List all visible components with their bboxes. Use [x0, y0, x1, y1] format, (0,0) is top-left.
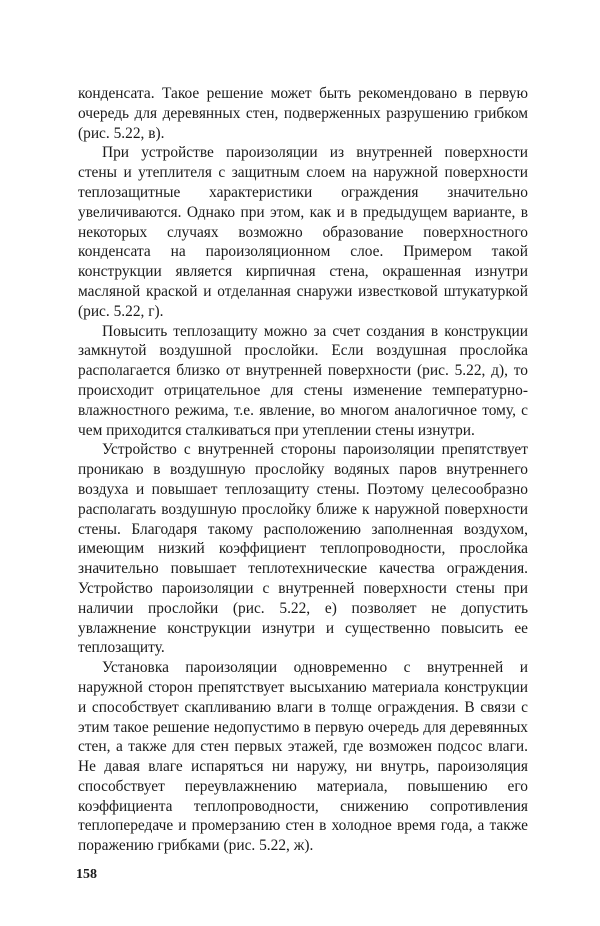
paragraph-1: конденсата. Такое решение может быть рекомендовано в первую очередь для деревянных стен, подверженных разрушению грибком (рис. 5.22, в).	[78, 85, 528, 142]
page-number: 158	[76, 867, 97, 882]
paragraph-4: Устройство с внутренней стороны пароизоляции препятствует проникаю в воздушную прослойку водяных паров внутреннего воздуха и повышает теплозащиту стены. Поэтому целесообразно располагать воздушную прослойку ближе к наружной поверхности стены. Благодаря такому расположению заполненная воздухом, имеющим низкий коэффициент теплопроводности, прослойка значительно повышает теплотехнические качества ограждения. Устройство пароизоляции с внутренней поверхности стены при наличии прослойки (рис. 5.22, е) позволяет не допустить увлажнение конструкции изнутри и существенно повысить ее теплозащиту.	[78, 441, 528, 657]
paragraph-3: Повысить теплозащиту можно за счет создания в конструкции замкнутой воздушной прослойки. Если воздушная прослойка располагается близко от внутренней поверхности (рис. 5.22, д), то происходит отрицательное для стены изменение температурно-влажностного режима, т.е. явление, во многом аналогичное тому, с чем приходится сталкиваться при утеплении стены изнутри.	[78, 322, 528, 439]
paragraph-2: При устройстве пароизоляции из внутренней поверхности стены и утеплителя с защитным слоем на наружной поверхности теплозащитные характеристики ограждения значительно увеличиваются. Однако при этом, как и в предыдущем варианте, в некоторых случаях возможно образование поверхностного конденсата на пароизоляционном слое. Примером такой конструкции является кирпичная стена, окрашенная изнутри масляной краской и отделанная снаружи известковой штукатуркой (рис. 5.22, г).	[78, 144, 528, 320]
paragraph-5: Установка пароизоляции одновременно с внутренней и наружной сторон препятствует высыханию материала конструкции и способствует скапливанию влаги в толще ограждения. В связи с этим такое решение недопустимо в первую очередь для деревянных стен, а также для стен первых этажей, где возможен подсос влаги. Не давая влаге испаряться ни наружу, ни внутрь, пароизоляция способствует переувлажнению материала, повышению его коэффициента теплопроводности, снижению сопротивления теплопередаче и промерзанию стен в холодное время года, а также поражению грибками (рис. 5.22, ж).	[78, 659, 528, 855]
page-body	[78, 84, 528, 856]
